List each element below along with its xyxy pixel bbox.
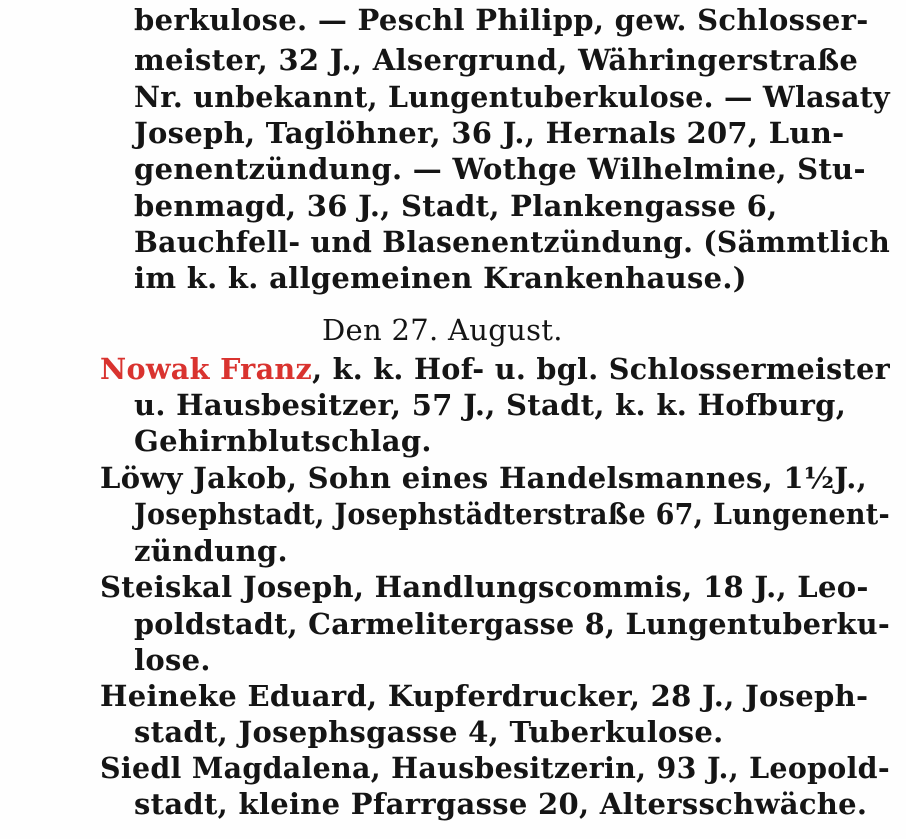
text-line: stadt, Josephsgasse 4, Tuberkulose.	[134, 715, 724, 749]
text-line: poldstadt, Carmelitergasse 8, Lungentuberku-	[134, 607, 890, 641]
text-line: u. Hausbesitzer, 57 J., Stadt, k. k. Hofburg,	[134, 388, 847, 422]
entry-first-line: Löwy Jakob, Sohn eines Handelsmannes, 1½J.,	[100, 461, 867, 495]
text-line: stadt, kleine Pfarrgasse 20, Altersschwäche.	[134, 787, 868, 821]
text-line: Bauchfell- und Blasenentzündung. (Sämmtlich	[134, 225, 891, 259]
text-line: benmagd, 36 J., Stadt, Plankengasse 6,	[134, 189, 778, 223]
text-line: Joseph, Taglöhner, 36 J., Hernals 207, Lun-	[134, 116, 845, 150]
date-heading: Den 27. August.	[322, 313, 563, 347]
text-line: meister, 32 J., Alsergrund, Währingerstraße	[134, 43, 859, 77]
highlighted-name: Nowak Franz	[100, 352, 313, 386]
entry-first-line: Siedl Magdalena, Hausbesitzerin, 93 J., Leopold-	[100, 751, 891, 785]
text-line: berkulose. — Peschl Philipp, gew. Schlosser-	[134, 3, 869, 37]
entry-first-line	[100, 349, 890, 389]
text-line: Gehirnblutschlag.	[134, 424, 432, 458]
text-line: genentzündung. — Wothge Wilhelmine, Stu-	[134, 152, 866, 186]
entry-first-line: Steiskal Joseph, Handlungscommis, 18 J., Leo-	[100, 570, 869, 604]
entry-first-line: Heineke Eduard, Kupferdrucker, 28 J., Joseph-	[100, 679, 869, 713]
entry-text: , k. k. Hof- u. bgl. Schlossermeister	[312, 352, 890, 386]
text-line: Josephstadt, Josephstädterstraße 67, Lungenent-	[134, 497, 890, 531]
text-line: im k. k. allgemeinen Krankenhause.)	[134, 261, 747, 295]
text-line: Nr. unbekannt, Lungentuberkulose. — Wlasaty	[134, 80, 890, 114]
text-line: lose.	[134, 643, 211, 677]
text-line: zündung.	[134, 534, 288, 568]
